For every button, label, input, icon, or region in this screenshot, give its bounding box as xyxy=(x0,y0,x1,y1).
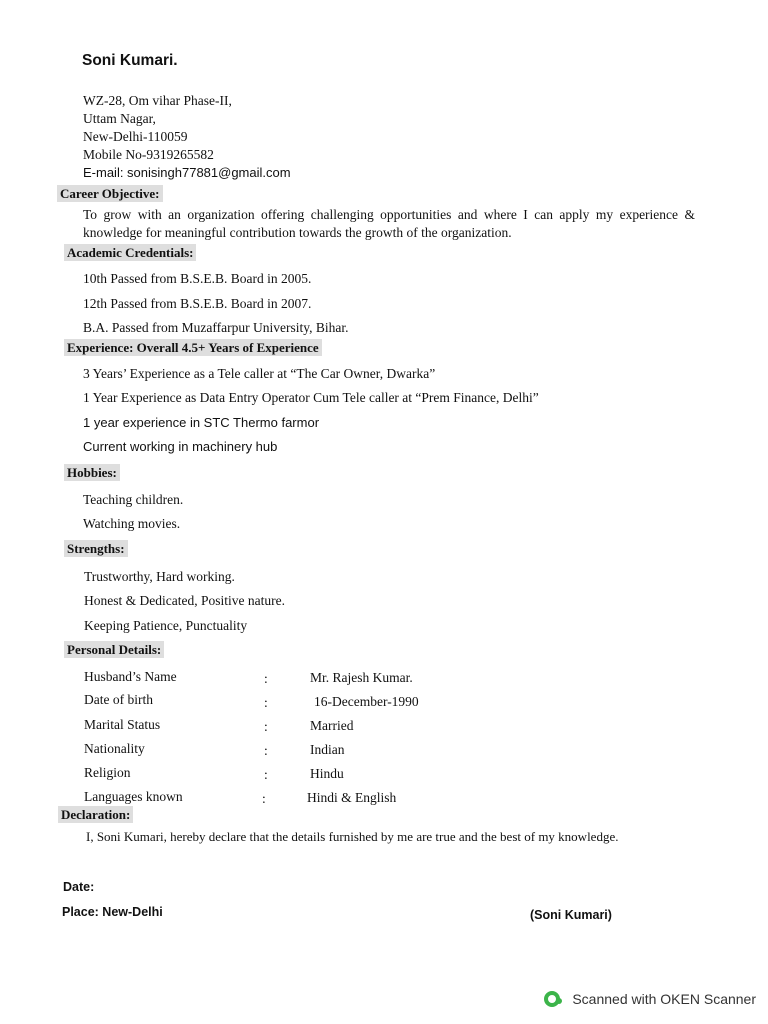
personal-value-dob: 16-December-1990 xyxy=(314,694,419,709)
scanner-watermark-text: Scanned with OKEN Scanner xyxy=(572,991,756,1007)
personal-label-nationality: Nationality xyxy=(84,741,145,756)
address-line-3: New-Delhi-110059 xyxy=(83,129,188,144)
personal-label-husband: Husband’s Name xyxy=(84,669,177,684)
personal-colon: : xyxy=(264,719,268,734)
personal-colon: : xyxy=(264,743,268,758)
personal-colon: : xyxy=(264,695,268,710)
strength-item: Honest & Dedicated, Positive nature. xyxy=(84,593,285,608)
experience-item: 1 Year Experience as Data Entry Operator Cum Tele caller at “Prem Finance, Delhi” xyxy=(83,390,539,405)
experience-item: Current working in machinery hub xyxy=(83,439,278,454)
personal-label-dob: Date of birth xyxy=(84,692,153,707)
candidate-name: Soni Kumari. xyxy=(82,52,178,69)
strength-item: Trustworthy, Hard working. xyxy=(84,569,235,584)
experience-item: 3 Years’ Experience as a Tele caller at “The Car Owner, Dwarka” xyxy=(83,366,436,381)
academic-item: 10th Passed from B.S.E.B. Board in 2005. xyxy=(83,271,312,286)
hobby-item: Watching movies. xyxy=(83,516,181,531)
declaration-heading: Declaration: xyxy=(58,806,133,823)
address-line-1: WZ-28, Om vihar Phase-II, xyxy=(83,93,232,108)
personal-colon: : xyxy=(264,671,268,686)
scanner-watermark xyxy=(544,991,756,1007)
signature-name: (Soni Kumari) xyxy=(530,908,612,922)
oken-scanner-logo-icon xyxy=(544,991,560,1007)
date-label: Date: xyxy=(63,880,95,894)
personal-value-nationality: Indian xyxy=(310,742,345,757)
career-objective-heading: Career Objective: xyxy=(57,185,163,202)
career-objective-text: To grow with an organization offering challenging opportunities and where I can apply my experience & knowledge for meaningful contribution towards the growth of the organization. xyxy=(83,207,695,240)
academic-item: 12th Passed from B.S.E.B. Board in 2007. xyxy=(83,296,312,311)
declaration-text: I, Soni Kumari, hereby declare that the details furnished by me are true and the best of my knowledge. xyxy=(86,829,619,844)
personal-value-husband: Mr. Rajesh Kumar. xyxy=(310,670,413,685)
personal-colon: : xyxy=(264,767,268,782)
strength-item: Keeping Patience, Punctuality xyxy=(84,618,248,633)
experience-heading: Experience: Overall 4.5+ Years of Experience xyxy=(64,339,322,356)
experience-item: 1 year experience in STC Thermo farmor xyxy=(83,415,320,430)
personal-value-religion: Hindu xyxy=(310,766,344,781)
personal-colon: : xyxy=(262,791,266,806)
hobby-item: Teaching children. xyxy=(83,492,184,507)
hobbies-heading: Hobbies: xyxy=(64,464,120,481)
personal-value-marital: Married xyxy=(310,718,354,733)
academic-heading: Academic Credentials: xyxy=(64,244,196,261)
address-line-2: Uttam Nagar, xyxy=(83,111,156,126)
personal-value-languages: Hindi & English xyxy=(307,790,397,805)
mobile-number: Mobile No-9319265582 xyxy=(83,147,214,162)
personal-label-religion: Religion xyxy=(84,765,131,780)
personal-label-languages: Languages known xyxy=(84,789,183,804)
academic-item: B.A. Passed from Muzaffarpur University, Bihar. xyxy=(83,320,349,335)
personal-details-heading: Personal Details: xyxy=(64,641,164,658)
place-label: Place: New-Delhi xyxy=(62,905,163,919)
strengths-heading: Strengths: xyxy=(64,540,128,557)
personal-label-marital: Marital Status xyxy=(84,717,161,732)
email-address: E-mail: sonisingh77881@gmail.com xyxy=(83,165,291,180)
